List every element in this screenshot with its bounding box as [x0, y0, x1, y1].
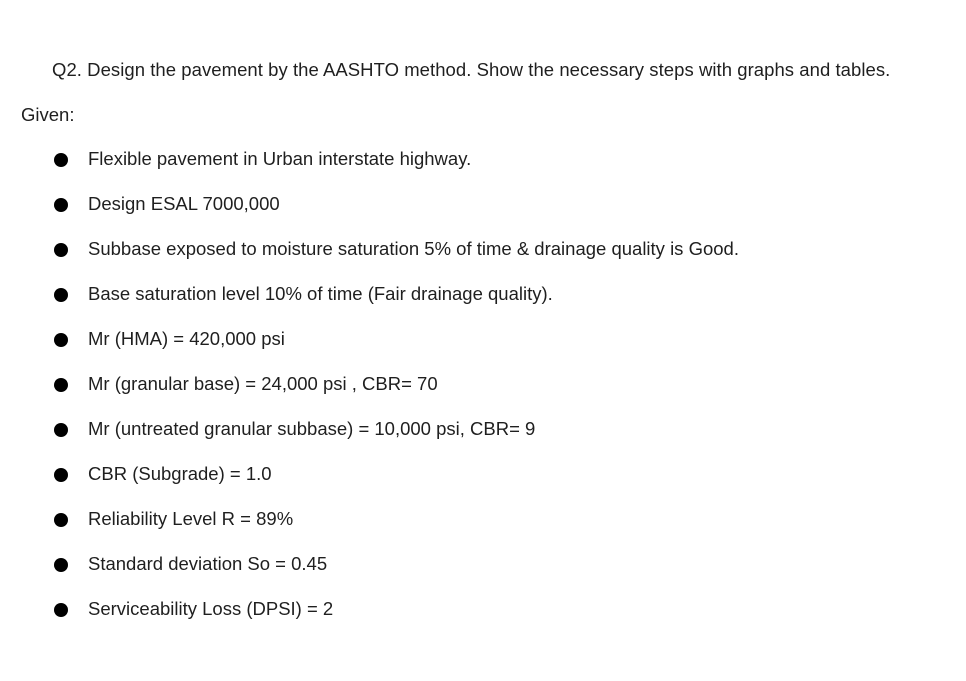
- question-text: Q2. Design the pavement by the AASHTO method. Show the necessary steps with graphs and tables.: [52, 59, 891, 80]
- bullet-icon: [54, 513, 68, 527]
- list-item-text: Standard deviation So = 0.45: [88, 553, 328, 574]
- bullet-icon: [54, 558, 68, 572]
- bullet-icon: [54, 603, 68, 617]
- list-item-text: Base saturation level 10% of time (Fair drainage quality).: [88, 283, 553, 304]
- bullet-icon: [54, 288, 68, 302]
- list-item-text: Flexible pavement in Urban interstate highway.: [88, 148, 472, 169]
- bullet-icon: [54, 198, 68, 212]
- list-item-text: Mr (HMA) = 420,000 psi: [88, 328, 285, 349]
- given-label: Given:: [21, 104, 75, 125]
- list-item-text: Mr (granular base) = 24,000 psi , CBR= 70: [88, 373, 438, 394]
- list-item-text: Design ESAL 7000,000: [88, 193, 280, 214]
- bullet-icon: [54, 333, 68, 347]
- list-item-text: CBR (Subgrade) = 1.0: [88, 463, 272, 484]
- bullet-icon: [54, 423, 68, 437]
- list-item-text: Subbase exposed to moisture saturation 5% of time & drainage quality is Good.: [88, 238, 739, 259]
- bullet-icon: [54, 153, 68, 167]
- bullet-icon: [54, 378, 68, 392]
- list-item-text: Serviceability Loss (DPSI) = 2: [88, 598, 334, 619]
- bullet-icon: [54, 243, 68, 257]
- list-item-text: Reliability Level R = 89%: [88, 508, 294, 529]
- bullet-icon: [54, 468, 68, 482]
- list-item-text: Mr (untreated granular subbase) = 10,000 psi, CBR= 9: [88, 418, 536, 439]
